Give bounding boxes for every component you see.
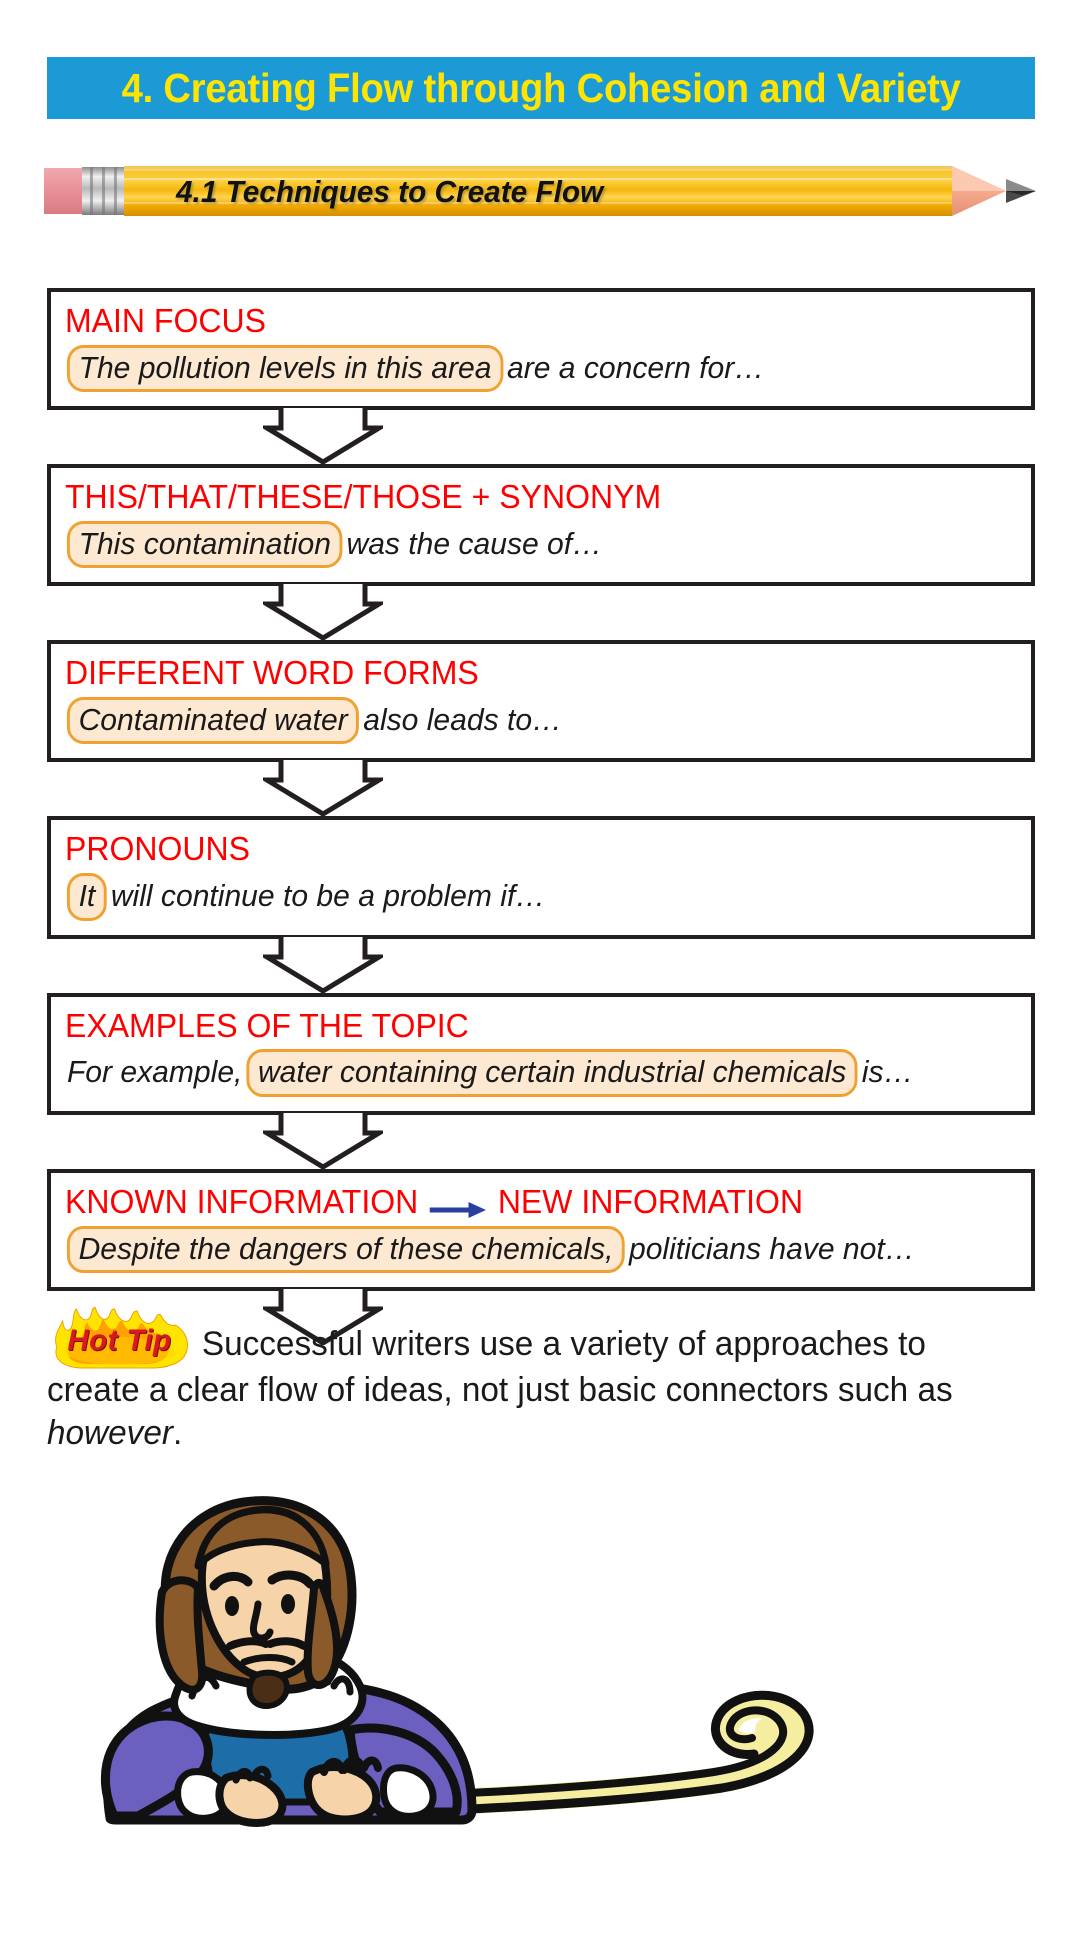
flow-step-example xyxy=(65,697,988,744)
flow-step-heading: EXAMPLES OF THE TOPIC xyxy=(65,1006,469,1044)
flow-step-example xyxy=(65,1226,988,1273)
flow-step-example xyxy=(65,873,988,920)
highlighted-phrase: water containing certain industrial chemicals xyxy=(246,1049,858,1096)
flow-step-box xyxy=(47,464,1035,586)
sentence-text: politicians have not… xyxy=(628,1230,915,1266)
chapter-title-banner xyxy=(47,57,1035,119)
highlighted-phrase: It xyxy=(67,873,107,920)
flow-step-heading xyxy=(65,1183,988,1221)
hot-tip-body-italic: however xyxy=(47,1413,173,1452)
flow-step-box xyxy=(47,993,1035,1115)
flow-step-heading-right: NEW INFORMATION xyxy=(497,1182,804,1220)
section-title: 4.1 Techniques to Create Flow xyxy=(176,174,604,209)
flow-step-example xyxy=(65,1049,988,1096)
down-arrow-icon xyxy=(263,582,383,640)
down-arrow-icon xyxy=(263,935,383,993)
sentence-text: is… xyxy=(861,1054,914,1090)
flow-connector-arrow xyxy=(47,939,1035,993)
flow-step-heading: PRONOUNS xyxy=(65,830,250,868)
hot-tip-section xyxy=(47,1307,1047,1455)
flow-step-box xyxy=(47,288,1035,410)
highlighted-phrase: Contaminated water xyxy=(67,697,359,744)
hot-tip-body-after: . xyxy=(172,1413,183,1452)
sentence-text: was the cause of… xyxy=(346,526,603,562)
down-arrow-icon xyxy=(263,406,383,464)
flow-connector-arrow xyxy=(47,410,1035,464)
flow-step-example xyxy=(65,345,988,392)
flow-steps-container xyxy=(47,288,1035,1345)
highlighted-phrase: The pollution levels in this area xyxy=(67,345,503,392)
down-arrow-icon xyxy=(263,1111,383,1169)
shakespeare-with-quill-icon xyxy=(80,1480,1000,1920)
hot-tip-text xyxy=(47,1307,1027,1455)
flow-step-heading: DIFFERENT WORD FORMS xyxy=(65,654,479,692)
writer-illustration xyxy=(80,1480,1000,1920)
hot-tip-badge xyxy=(47,1307,192,1369)
sentence-text: are a concern for… xyxy=(506,349,765,385)
blue-right-arrow-icon xyxy=(428,1191,488,1213)
flow-step-example xyxy=(65,521,988,568)
flow-step-heading: MAIN FOCUS xyxy=(65,302,266,339)
section-header-pencil xyxy=(44,163,1036,219)
sentence-text: For example, xyxy=(66,1054,243,1090)
hot-tip-label: Hot Tip xyxy=(67,1324,172,1358)
flow-step-heading: THIS/THAT/THESE/THOSE + SYNONYM xyxy=(65,478,662,516)
flow-step-heading-left: KNOWN INFORMATION xyxy=(65,1182,419,1220)
flow-step-box xyxy=(47,816,1035,938)
hot-tip-body-before: Successful writers use a variety of approaches to create a clear flow of ideas, not just basic connectors such as xyxy=(47,1325,953,1409)
sentence-text: also leads to… xyxy=(363,702,563,738)
flow-connector-arrow xyxy=(47,1115,1035,1169)
highlighted-phrase: This contamination xyxy=(67,521,343,568)
down-arrow-icon xyxy=(263,758,383,816)
flow-connector-arrow xyxy=(47,762,1035,816)
flow-step-box xyxy=(47,1169,1035,1291)
flow-step-box xyxy=(47,640,1035,762)
flow-connector-arrow xyxy=(47,586,1035,640)
sentence-text: will continue to be a problem if… xyxy=(110,878,546,914)
highlighted-phrase: Despite the dangers of these chemicals, xyxy=(67,1226,625,1273)
page-title: 4. Creating Flow through Cohesion and Variety xyxy=(121,64,961,111)
